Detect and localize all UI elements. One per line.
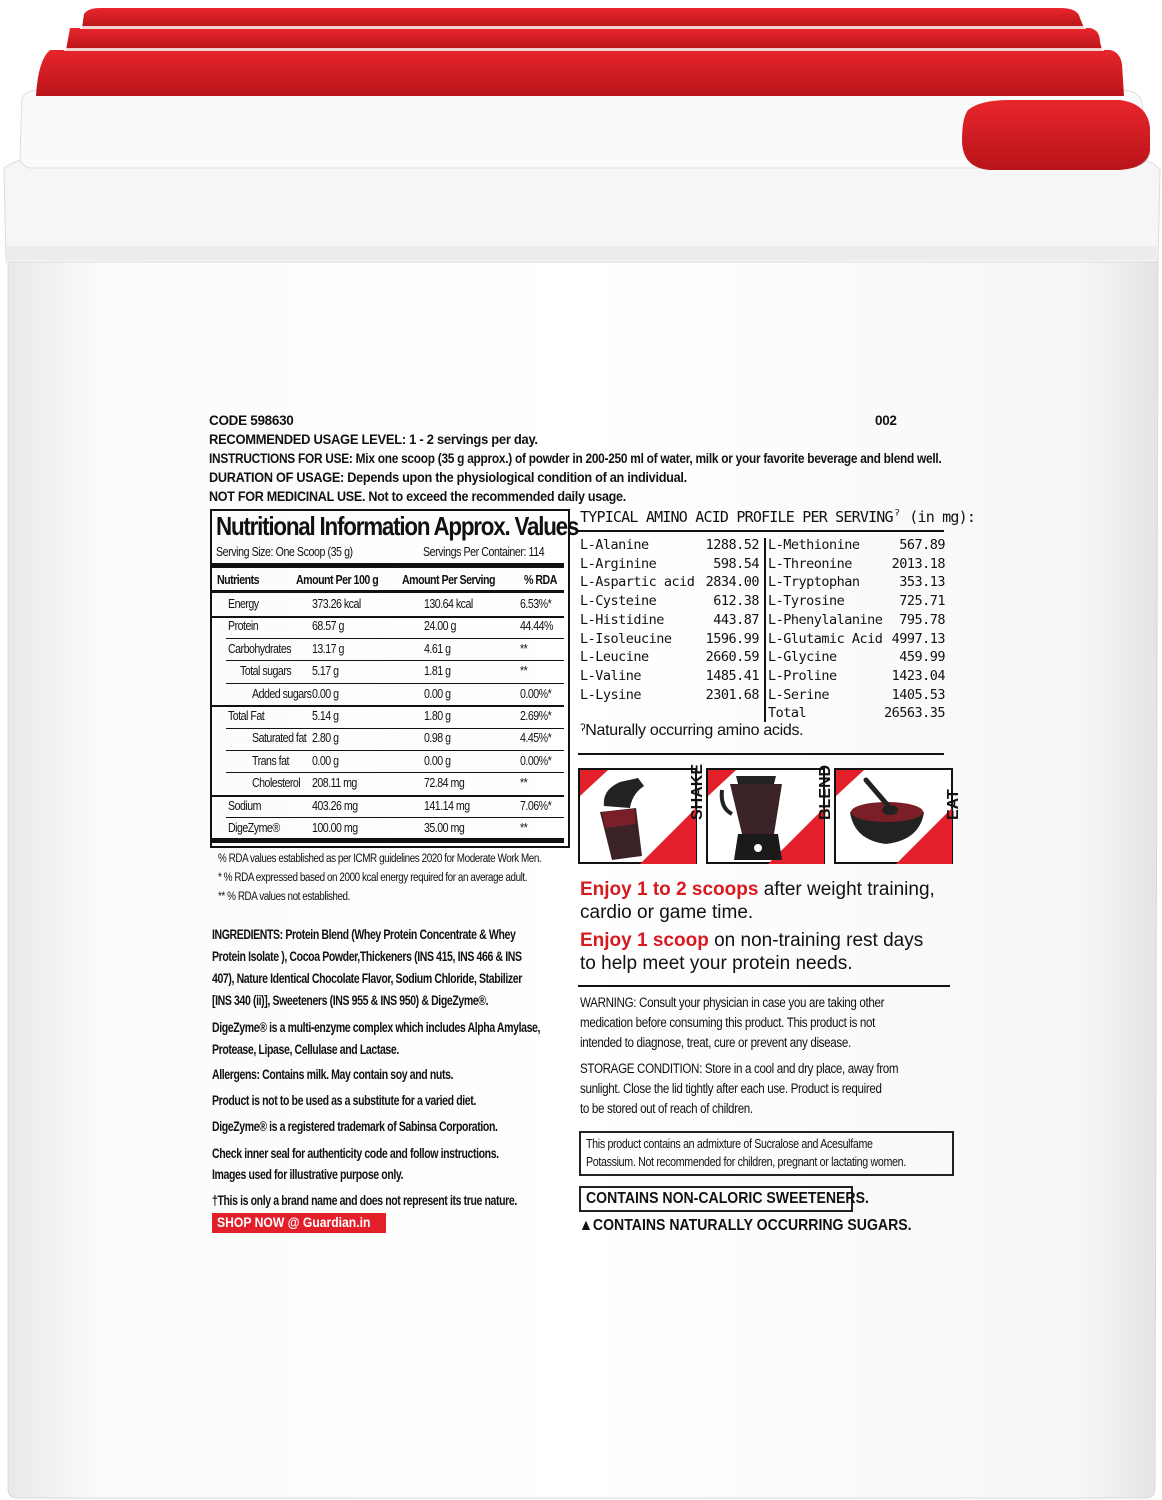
rda-footnote-1: % RDA values established as per ICMR guidelines 2020 for Moderate Work Men.: [218, 853, 542, 865]
amino-value: 795.78: [899, 611, 945, 628]
amino-name: L-Leucine: [580, 649, 649, 666]
ingredient-line: †This is only a brand name and does not represent its true nature.: [212, 1193, 517, 1208]
amino-value: 459.99: [899, 649, 945, 666]
nutrition-row: [212, 684, 564, 706]
amount-per-serving: 130.64 kcal: [424, 597, 473, 611]
amount-per-100g: 0.00 g: [312, 686, 339, 701]
amino-name: L-Proline: [768, 667, 837, 684]
enjoy-line-1: [580, 878, 935, 901]
sweetener-notice-box: [579, 1131, 954, 1176]
nutrition-header-row: [212, 570, 564, 592]
warning-line-3: intended to diagnose, treat, cure or prevent any disease.: [580, 1035, 851, 1050]
ingredient-line: Allergens: Contains milk. May contain soy and nuts.: [212, 1067, 454, 1082]
ingredient-line: Protease, Lipase, Cellulase and Lactase.: [212, 1042, 399, 1057]
nutrient-name: Saturated fat: [252, 731, 307, 746]
amino-value: 567.89: [899, 537, 945, 553]
amount-per-serving: 24.00 g: [424, 619, 456, 634]
amount-per-100g: 0.00 g: [312, 753, 339, 768]
amino-value: 353.13: [899, 574, 945, 591]
not-medicinal: NOT FOR MEDICINAL USE. Not to exceed the recommended daily usage.: [209, 489, 626, 504]
amount-per-100g: 100.00 mg: [312, 821, 358, 835]
shop-now-text: SHOP NOW @ Guardian.in: [217, 1215, 371, 1230]
amino-note: ˀNaturally occurring amino acids.: [580, 722, 804, 739]
amino-name: L-Lysine: [580, 686, 642, 703]
natural-sugars: ▲CONTAINS NATURALLY OCCURRING SUGARS.: [579, 1217, 912, 1234]
enjoy-rest-3: on non-training rest days: [708, 930, 924, 951]
amount-per-serving: 0.98 g: [424, 731, 451, 746]
nutrition-row: [212, 796, 564, 818]
amino-name: L-Tyrosine: [768, 593, 845, 610]
ingredient-line: Check inner seal for authenticity code and follow instructions.: [212, 1146, 499, 1161]
header-rule: [212, 590, 564, 593]
nutrient-name: Added sugars: [252, 686, 312, 701]
amount-per-100g: 5.17 g: [312, 664, 339, 679]
enjoy-rule: [578, 985, 950, 987]
nutrient-name: Total sugars: [240, 664, 292, 679]
nutrient-name: Protein: [228, 619, 259, 634]
amino-value: 612.38: [713, 593, 759, 610]
step-shake-label: SHAKE: [689, 763, 706, 820]
serving-size: Serving Size: One Scoop (35 g): [216, 545, 353, 559]
nutrient-name: Cholesterol: [252, 776, 301, 791]
amino-name: L-Arginine: [580, 555, 657, 572]
amino-name: L-Tryptophan: [768, 574, 860, 591]
ingredient-line: INGREDIENTS: Protein Blend (Whey Protein Concentrate & Whey: [212, 927, 516, 942]
amount-per-serving: 1.80 g: [424, 709, 451, 723]
rda-percent: 7.06%*: [520, 798, 552, 813]
nutrition-row: [212, 639, 564, 661]
nutrient-name: Sodium: [228, 798, 261, 813]
amino-name: Total: [768, 705, 807, 722]
nutrition-title: Nutritional Information Approx. Values: [216, 511, 579, 541]
step-eat: [835, 769, 962, 864]
amount-per-100g: 373.26 kcal: [312, 597, 361, 611]
amino-value: 725.71: [899, 593, 945, 610]
rda-percent: 4.45%*: [520, 731, 552, 746]
ingredient-line: Images used for illustrative purpose only.: [212, 1167, 404, 1182]
ingredient-line: DigeZyme® is a multi-enzyme complex which includes Alpha Amylase,: [212, 1020, 541, 1035]
col-per100: Amount Per 100 g: [296, 573, 379, 587]
amino-title: TYPICAL AMINO ACID PROFILE PER SERVINGˀ (in mg):: [580, 508, 976, 526]
amino-value: 443.87: [713, 611, 759, 628]
amino-name: L-Serine: [768, 686, 830, 703]
ingredient-line: Protein Isolate ), Cocoa Powder,Thickeners (INS 415, INS 466 & INS: [212, 949, 522, 964]
amino-divider: [764, 538, 766, 722]
amino-bottom-rule: [578, 753, 944, 755]
ingredient-line: 407), Nature Identical Chocolate Flavor, Sodium Chloride, Stabilizer: [212, 971, 522, 986]
enjoy-line-2: cardio or game time.: [580, 902, 754, 923]
enjoy-line-3: [580, 929, 923, 952]
ingredient-line: [INS 340 (ii)], Sweeteners (INS 955 & INS 950) & DigeZyme®.: [212, 993, 489, 1008]
usage-level: RECOMMENDED USAGE LEVEL: 1 - 2 servings per day.: [209, 432, 538, 447]
nutrition-row: [212, 706, 564, 728]
nutrient-name: Energy: [228, 597, 259, 611]
amino-name: L-Glycine: [768, 649, 837, 666]
sweetener-notice-1: This product contains an admixture of Sucralose and Acesulfame: [586, 1136, 873, 1151]
step-blend: [707, 765, 834, 864]
rda-percent: 44.44%: [520, 619, 553, 634]
shop-now-banner[interactable]: [212, 1213, 386, 1233]
steps-panel: [578, 763, 962, 866]
rda-percent: **: [520, 641, 528, 656]
amino-value: 1485.41: [705, 667, 759, 684]
amount-per-100g: 208.11 mg: [312, 776, 357, 791]
amino-top-rule: [578, 530, 944, 532]
amount-per-serving: 1.81 g: [424, 664, 451, 679]
thick-rule: [212, 563, 564, 568]
amino-value: 2834.00: [705, 574, 759, 591]
enjoy-rest-1: after weight training,: [758, 879, 935, 900]
warning-line-1: WARNING: Consult your physician in case you are taking other: [580, 995, 885, 1010]
amino-value: 1596.99: [705, 630, 759, 647]
enjoy-highlight-2: Enjoy 1 scoop: [580, 930, 709, 951]
rda-percent: **: [520, 821, 528, 835]
amino-value: 4997.13: [891, 630, 945, 647]
product-code: CODE 598630: [209, 413, 294, 428]
step-eat-label: EAT: [945, 789, 962, 820]
rda-footnote-2: * % RDA expressed based on 2000 kcal energy required for an average adult.: [218, 872, 528, 884]
rda-percent: **: [520, 664, 528, 679]
nutrient-name: Trans fat: [252, 753, 289, 768]
nutrition-row: [212, 818, 564, 840]
amino-name: L-Threonine: [768, 555, 852, 572]
amount-per-serving: 0.00 g: [424, 753, 451, 768]
amount-per-serving: 0.00 g: [424, 686, 451, 701]
amount-per-100g: 68.57 g: [312, 619, 344, 634]
amino-value: 2013.18: [891, 555, 945, 572]
amino-name: L-Methionine: [768, 537, 860, 553]
nutrition-row: [212, 728, 564, 750]
amino-name: L-Alanine: [580, 537, 649, 553]
duration: DURATION OF USAGE: Depends upon the physiological condition of an individual.: [209, 470, 687, 485]
amount-per-100g: 13.17 g: [312, 641, 344, 656]
col-perserving: Amount Per Serving: [402, 573, 495, 587]
rda-percent: 0.00%*: [520, 753, 552, 768]
amino-value: 26563.35: [883, 705, 945, 722]
amount-per-100g: 403.26 mg: [312, 798, 358, 813]
nutrition-row: [212, 594, 564, 616]
ingredient-line: DigeZyme® is a registered trademark of Sabinsa Corporation.: [212, 1119, 498, 1134]
amino-name: L-Valine: [580, 667, 642, 684]
nutrition-row: [212, 751, 564, 773]
amino-value: 1423.04: [891, 667, 945, 684]
amino-name: L-Phenylalanine: [768, 611, 883, 628]
step-shake: [579, 764, 706, 864]
storage-line-1: STORAGE CONDITION: Store in a cool and dry place, away from: [580, 1061, 899, 1076]
amount-per-serving: 141.14 mg: [424, 798, 470, 813]
amount-per-serving: 4.61 g: [424, 641, 451, 656]
non-caloric-text: CONTAINS NON-CALORIC SWEETENERS.: [586, 1190, 869, 1207]
warning-line-2: medication before consuming this product. This product is not: [580, 1015, 876, 1030]
sweetener-notice-2: Potassium. Not recommended for children, pregnant or lactating women.: [586, 1154, 906, 1169]
amount-per-100g: 2.80 g: [312, 731, 339, 746]
amino-name: L-Aspartic acid: [580, 574, 695, 591]
nutrition-row: [212, 773, 564, 795]
amino-value: 2660.59: [705, 649, 759, 666]
enjoy-line-4: to help meet your protein needs.: [580, 953, 853, 974]
col-rda: % RDA: [524, 573, 557, 587]
rda-percent: **: [520, 776, 528, 791]
non-caloric-box: [579, 1186, 869, 1212]
batch-number: 002: [875, 413, 897, 428]
ingredient-line: Product is not to be used as a substitute for a varied diet.: [212, 1093, 476, 1108]
amino-value: 598.54: [713, 555, 759, 572]
rda-percent: 0.00%*: [520, 686, 552, 701]
amino-value: 1405.53: [891, 686, 945, 703]
amino-value: 1288.52: [705, 537, 759, 553]
amino-value: 2301.68: [705, 686, 759, 703]
rda-percent: 6.53%*: [520, 597, 552, 611]
instructions: INSTRUCTIONS FOR USE: Mix one scoop (35 g approx.) of powder in 200-250 ml of water, milk or your favorite beverage and blend well.: [209, 451, 942, 466]
nutrient-name: Total Fat: [228, 709, 265, 723]
bottom-rule: [212, 838, 564, 843]
amino-name: L-Cysteine: [580, 593, 657, 610]
nutrient-name: DigeZyme®: [228, 821, 280, 835]
amino-name: L-Glutamic Acid: [768, 630, 883, 647]
amino-name: L-Histidine: [580, 611, 664, 628]
storage-line-3: to be stored out of reach of children.: [580, 1101, 753, 1116]
amino-name: L-Isoleucine: [580, 630, 672, 647]
amount-per-100g: 5.14 g: [312, 709, 339, 723]
nutrition-row: [212, 661, 564, 683]
servings-per-container: Servings Per Container: 114: [423, 545, 545, 559]
rda-footnote-3: ** % RDA values not established.: [218, 891, 350, 903]
amount-per-serving: 72.84 mg: [424, 776, 465, 791]
rda-percent: 2.69%*: [520, 709, 552, 723]
step-blend-label: BLEND: [817, 764, 834, 820]
nutrition-row: [212, 616, 564, 638]
nutrient-name: Carbohydrates: [228, 641, 292, 656]
col-nutrients: Nutrients: [217, 573, 260, 587]
amount-per-serving: 35.00 mg: [424, 821, 465, 835]
storage-line-2: sunlight. Close the lid tightly after each use. Product is required: [580, 1081, 882, 1096]
enjoy-highlight-1: Enjoy 1 to 2 scoops: [580, 879, 759, 900]
